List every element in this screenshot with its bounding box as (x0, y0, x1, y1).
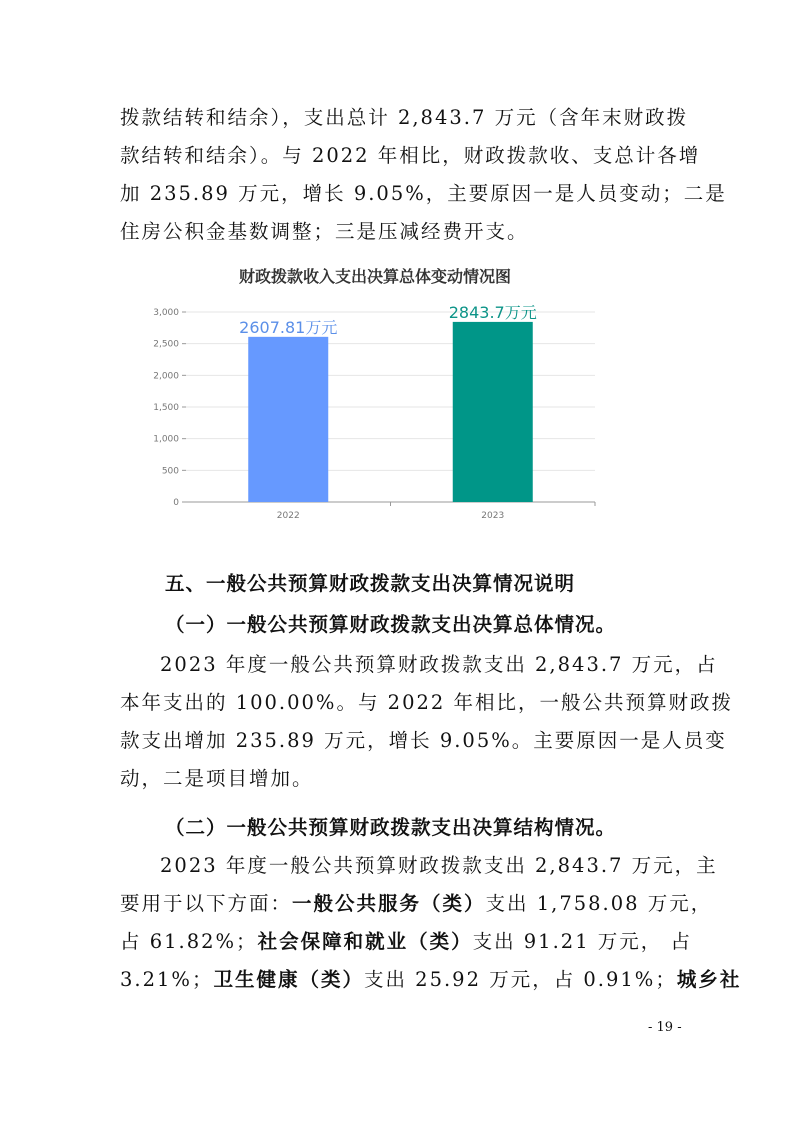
paragraph-line (120, 885, 713, 923)
paragraph-line (120, 961, 742, 999)
y-tick-label: 2,500 (153, 339, 179, 350)
y-tick-label: 1,500 (153, 403, 179, 413)
y-tick-label: 1,000 (153, 434, 179, 445)
paragraph-line: 款支出增加 235.89 万元，增长 9.05%。主要原因一是人员变 (120, 729, 727, 752)
text-run: 支出 91.21 万元， 占 (472, 930, 692, 953)
category-social-security: 社会保障和就业（类） (257, 930, 473, 953)
y-tick-label: 3,000 (153, 308, 179, 318)
bar-2022 (248, 337, 328, 502)
intro-line: 拨款结转和结余），支出总计 2,843.7 万元（含年末财政拨 (120, 106, 689, 129)
intro-paragraph (120, 99, 727, 251)
text-run: 占 61.82%； (120, 930, 258, 953)
subsection-heading-2: （二）一般公共预算财政拨款支出决算结构情况。 (165, 816, 617, 839)
intro-line: 加 235.89 万元，增长 9.05%，主要原因一是人员变动；二是 (120, 182, 727, 205)
intro-line: 款结转和结余）。与 2022 年相比，财政拨款收、支总计各增 (120, 144, 701, 167)
text-run: 支出 1,758.08 万元， (485, 892, 713, 915)
expenditure-bar-chart (140, 262, 610, 524)
paragraph-line: 本年支出的 100.00%。与 2022 年相比，一般公共预算财政拨 (120, 691, 733, 714)
page-number: - 19 - (648, 1020, 682, 1035)
subsection-1-paragraph (120, 646, 733, 798)
subsection-2-paragraph (120, 847, 742, 999)
x-tick-label: 2022 (276, 511, 300, 521)
text-run: 要用于以下方面： (120, 892, 293, 915)
y-tick-label: 0 (173, 498, 179, 508)
intro-line: 住房公积金基数调整；三是压减经费开支。 (120, 220, 529, 243)
subsection-heading-1: （一）一般公共预算财政拨款支出决算总体情况。 (165, 613, 617, 636)
category-general-public-services: 一般公共服务（类） (292, 892, 486, 915)
paragraph-line (120, 923, 692, 961)
x-tick-label: 2023 (481, 511, 505, 521)
y-tick-label: 500 (161, 466, 179, 477)
category-health: 卫生健康（类） (213, 968, 364, 991)
y-tick-label: 2,000 (153, 371, 179, 382)
section-heading: 五、一般公共预算财政拨款支出决算情况说明 (165, 572, 576, 595)
paragraph-line: 动，二是项目增加。 (120, 767, 314, 790)
text-run: 支出 25.92 万元，占 0.91%； (363, 968, 677, 991)
chart-title: 财政拨款收入支出决算总体变动情况图 (238, 267, 512, 286)
data-label-2022: 2607.81万元 (239, 317, 338, 337)
category-urban-rural: 城乡社 (676, 968, 742, 991)
text-run: 3.21%； (120, 968, 214, 991)
data-label-2023: 2843.7万元 (448, 302, 537, 322)
bar-2023 (453, 322, 533, 502)
paragraph-line: 2023 年度一般公共预算财政拨款支出 2,843.7 万元，主 (160, 854, 718, 877)
paragraph-line: 2023 年度一般公共预算财政拨款支出 2,843.7 万元，占 (160, 653, 718, 676)
